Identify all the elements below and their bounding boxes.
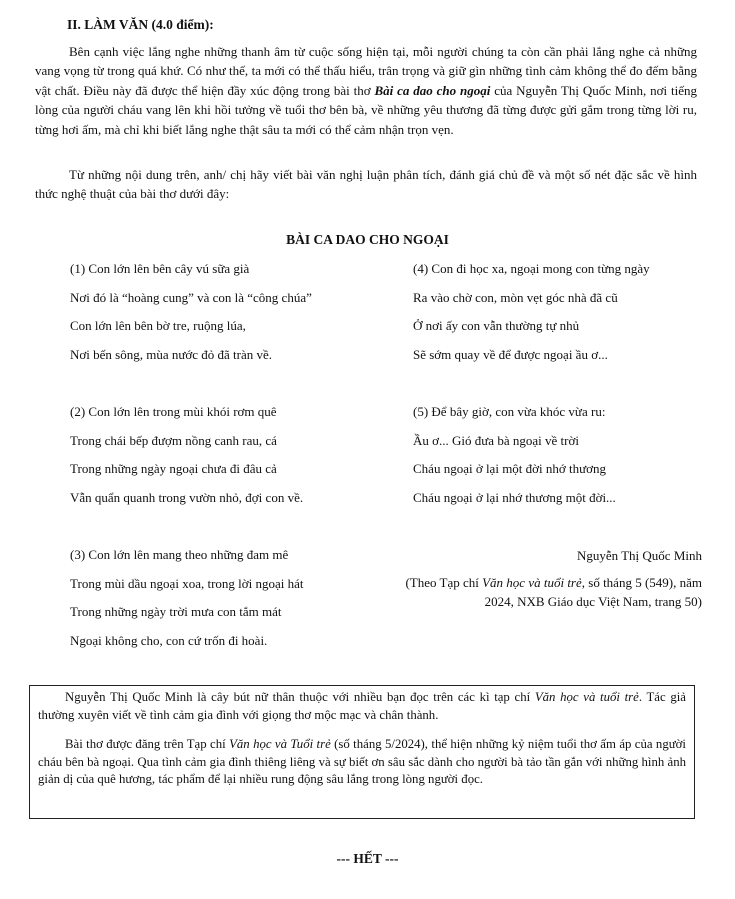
note-text: Bài thơ được đăng trên Tạp chí [65, 737, 230, 751]
source-text: , số tháng 5 (549), năm 2024, NXB Giáo dục Việt Nam, trang 50) [484, 575, 702, 609]
stanza-4 [413, 259, 650, 373]
note-magazine: Văn học và tuổi trẻ [534, 690, 639, 704]
prompt-text: Bên cạnh việc lắng nghe những thanh âm từ cuộc sống hiện tại, mỗi người chúng ta còn cần phải lắng nghe cả những vang vọng từ trong quá khứ. Có như thế, ta mới có thể thấu hiểu, trân trọng và giữ gìn những tình cảm không thể đo đếm bằng vật chất. Điều này đã được thể hiện đầy xúc động trong bài thơ [35, 44, 697, 98]
stanza-1 [70, 259, 312, 373]
poem-line: Trong những ngày trời mưa con tắm mát [70, 604, 282, 619]
poem-line: (4) Con đi học xa, ngoại mong con từng ngày [413, 261, 650, 276]
end-mark: --- HẾT --- [336, 851, 399, 866]
stanza-2 [70, 402, 303, 516]
poem-line: Sẽ sớm quay về để được ngoại ầu ơ... [413, 346, 608, 362]
poem-line: Trong chái bếp đượm nồng canh rau, cá [70, 432, 277, 448]
poem-source [400, 574, 702, 611]
stanza-3 [70, 545, 304, 659]
poem-line: Nơi đó là “hoàng cung” và con là “công chúa” [70, 289, 312, 305]
poem-line: Ầu ơ... Gió đưa bà ngoại về trời [413, 432, 579, 448]
poem-line: Ngoại không cho, con cứ trốn đi hoài. [70, 632, 268, 648]
prompt-text: của Nguyễn Thị Quốc Minh, nơi tiếng lòng của người cháu vang lên khi hồi tưởng về tuổi thơ bên bà, về những yêu thương đã từng được gửi gắm trong từng lời ru, từng hơi ấm, mà chỉ khi biết lắng nghe thật sâu ta mới có thể cảm nhận trọn vẹn. [35, 82, 697, 137]
poem-line: Trong những ngày ngoại chưa đi đâu cả [70, 461, 277, 476]
poem-title-inline: Bài ca dao cho ngoại [374, 82, 491, 98]
poem-line: Ra vào chờ con, mòn vẹt góc nhà đã cũ [413, 289, 618, 305]
poem-line: Con lớn lên bên bờ tre, ruộng lúa, [70, 318, 246, 333]
prompt-paragraph-1 [35, 42, 697, 139]
note-text: Nguyễn Thị Quốc Minh là cây bút nữ thân thuộc với nhiều bạn đọc trên các kì tạp chí [65, 690, 535, 704]
poem-author: Nguyễn Thị Quốc Minh [576, 548, 702, 563]
poem-line: (1) Con lớn lên bên cây vú sữa già [70, 261, 250, 276]
poem-line: Ở nơi ấy con vẫn thường tự nhủ [413, 318, 580, 333]
poem-line: Vẫn quẩn quanh trong vườn nhỏ, đợi con về. [70, 489, 304, 505]
stanza-5 [413, 402, 616, 516]
poem-line: Nơi bến sông, mùa nước đỏ đã tràn về. [70, 346, 273, 362]
author-note-box [29, 685, 695, 819]
section-title: II. LÀM VĂN (4.0 điểm): [67, 17, 214, 32]
poem-line: Trong mùi dầu ngoại xoa, trong lời ngoại hát [70, 575, 304, 591]
prompt-task: Từ những nội dung trên, anh/ chị hãy viết bài văn nghị luận phân tích, đánh giá chủ đề và một số nét đặc sắc về hình thức nghệ thuật của bài thơ dưới đây: [35, 167, 697, 202]
poem-line: (2) Con lớn lên trong mùi khói rơm quê [70, 404, 277, 419]
poem-line: Cháu ngoại ở lại nhớ thương một đời... [413, 489, 616, 505]
note-text: (số tháng 5/2024), thể hiện những kỷ niệm tuổi thơ ấm áp của người cháu bên bà ngoại. Qua tình cảm gia đình thiêng liêng và sự biết ơn sâu sắc dành cho người bà tảo tần gắn với những hình ảnh giản dị của quê hương, tác phẩm để lại nhiều rung động sâu lắng trong lòng người đọc. [38, 737, 686, 787]
poem-title: BÀI CA DAO CHO NGOẠI [286, 232, 449, 247]
note-magazine: Văn học và Tuổi trẻ [229, 737, 331, 751]
note-paragraph-1 [38, 689, 686, 724]
poem-line: (3) Con lớn lên mang theo những đam mê [70, 547, 289, 562]
prompt-paragraph-2 [35, 165, 697, 204]
note-paragraph-2 [38, 736, 686, 789]
note-text: . Tác giả thường xuyên viết về tình cảm gia đình với giọng thơ mộc mạc và chân thành. [38, 690, 686, 722]
poem-line: Cháu ngoại ở lại một đời nhớ thương [413, 461, 607, 476]
poem-line: (5) Để bây giờ, con vừa khóc vừa ru: [413, 404, 606, 419]
source-magazine: Văn học và tuổi trẻ [482, 575, 582, 590]
source-text: (Theo Tạp chí [405, 575, 483, 590]
